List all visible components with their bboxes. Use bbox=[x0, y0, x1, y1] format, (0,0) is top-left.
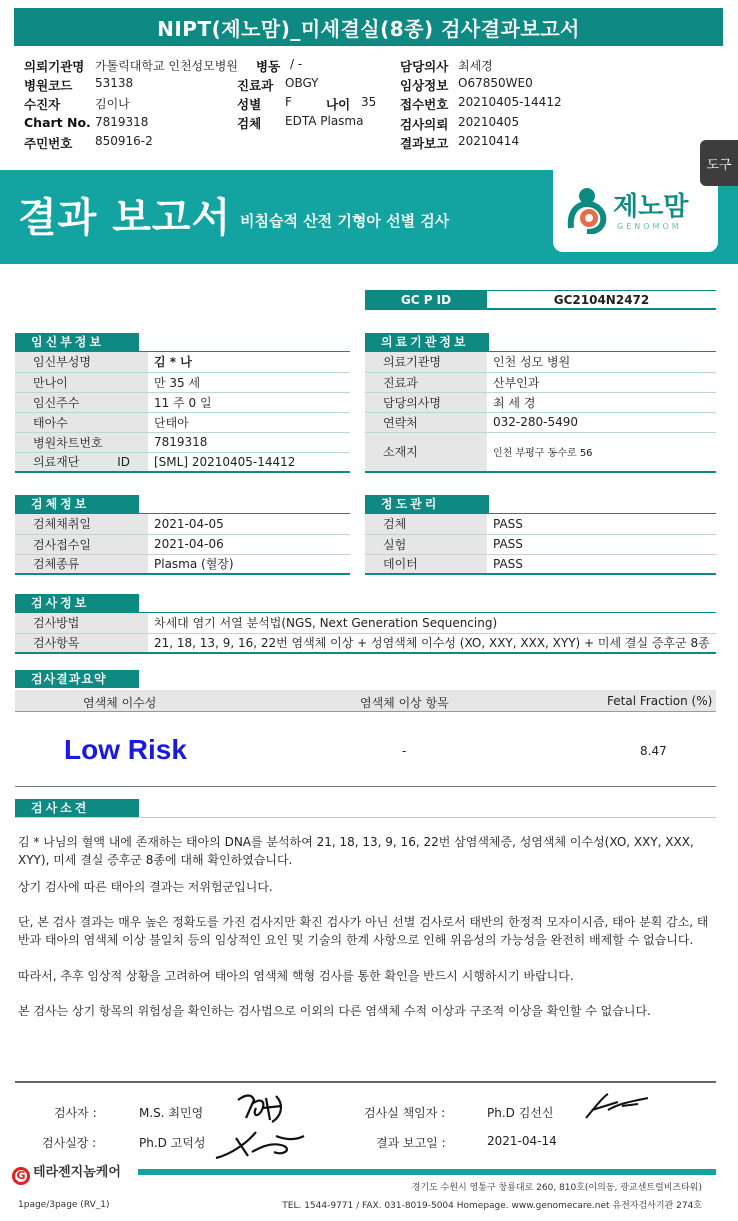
genomom-logo-icon bbox=[565, 184, 609, 234]
genomom-logo bbox=[553, 170, 718, 252]
table-row bbox=[15, 534, 350, 554]
institution-table bbox=[365, 352, 716, 473]
result-abnormal: - bbox=[402, 744, 407, 758]
row-key: 검사방법 bbox=[15, 613, 148, 633]
row-key: 연락처 bbox=[365, 412, 487, 432]
row-key: 진료과 bbox=[365, 372, 487, 392]
table-row bbox=[365, 554, 716, 574]
lab-responsible-label: 검사실 책임자 : bbox=[364, 1106, 446, 1120]
summary-header bbox=[15, 690, 716, 712]
section-qc: 정도관리 bbox=[365, 495, 489, 513]
row-value: 인천 성모 병원 bbox=[487, 352, 716, 372]
clinical-value: O67850WE0 bbox=[458, 76, 533, 90]
row-value: 11 주 0 일 bbox=[148, 392, 350, 412]
patient-value: 김이나 bbox=[95, 97, 130, 111]
age-value: 35 bbox=[361, 95, 377, 109]
row-key: 임신주수 bbox=[15, 392, 148, 412]
gcpid-label: GC P ID bbox=[365, 290, 487, 310]
opinion-paragraph-1: 김 * 나님의 혈액 내에 존재하는 태아의 DNA를 분석하여 21, 18, 13, 9, 16, 22번 삼염색체증, 성염색체 이수성(XO, XXY, XXX, XYY), 미세 결실 증후군 8종에 대해 확인하였습니다. bbox=[18, 835, 694, 867]
report-value: 20210414 bbox=[458, 134, 520, 148]
report-title: NIPT(제노맘)_미세결실(8종) 검사결과보고서 bbox=[14, 8, 723, 46]
summary-col-abnormal: 염색체 이상 항목 bbox=[360, 696, 449, 710]
section-summary: 검사결과요약 bbox=[15, 670, 139, 688]
chart-label: Chart No. bbox=[24, 115, 91, 130]
specimen-label: 검체 bbox=[237, 116, 262, 131]
specimen-table bbox=[15, 514, 350, 575]
row-key: 실험 bbox=[365, 534, 487, 554]
section-specimen: 검체정보 bbox=[15, 495, 139, 513]
reception-label: 접수번호 bbox=[400, 97, 449, 112]
row-value: 김 * 나 bbox=[148, 352, 350, 372]
opinion-paragraph-4: 따라서, 추후 임상적 상황을 고려하여 태아의 염색체 핵형 검사를 통한 확인을 반드시 시행하시기 바랍니다. bbox=[18, 969, 574, 983]
company-address: 경기도 수원시 영통구 창룡대로 260, 810호(이의동, 광교센트럴비즈타워) bbox=[411, 1183, 702, 1193]
company-logo bbox=[12, 1161, 121, 1185]
age-label: 나이 bbox=[326, 97, 351, 112]
row-value: 인천 부평구 동수로 56 bbox=[487, 432, 716, 472]
section-line bbox=[15, 817, 716, 818]
row-key: 의료기관명 bbox=[365, 352, 487, 372]
dept-value: OBGY bbox=[285, 76, 319, 90]
table-row bbox=[365, 372, 716, 392]
row-value: [SML] 20210405-14412 bbox=[148, 452, 350, 472]
row-value: Plasma (혈장) bbox=[148, 554, 350, 574]
lab-responsible-signature bbox=[578, 1088, 658, 1128]
banner-subtitle: 비침습적 산전 기형아 선별 검사 bbox=[240, 212, 450, 230]
top-area bbox=[0, 0, 738, 50]
row-value: PASS bbox=[487, 514, 716, 534]
table-row bbox=[15, 352, 350, 372]
section-test: 검사정보 bbox=[15, 594, 139, 612]
table-row bbox=[365, 514, 716, 534]
page-indicator: 1page/3page (RV_1) bbox=[18, 1200, 110, 1210]
report-label: 결과보고 bbox=[400, 136, 449, 151]
request-value: 20210405 bbox=[458, 115, 520, 129]
row-value: 21, 18, 13, 9, 16, 22번 염색체 이상 + 성염색체 이수성 (XO, XXY, XXX, XYY) + 미세 결실 증후군 8종 bbox=[148, 633, 716, 653]
patient-label: 수진자 bbox=[24, 97, 61, 112]
row-value: 7819318 bbox=[148, 432, 350, 452]
doctor-label: 담당의사 bbox=[400, 59, 449, 74]
tool-tab-button[interactable]: 도구 bbox=[700, 140, 738, 186]
section-pregnant: 임신부정보 bbox=[15, 333, 139, 351]
summary-bottom-line bbox=[15, 786, 716, 787]
table-row bbox=[365, 412, 716, 432]
row-value: 단태아 bbox=[148, 412, 350, 432]
row-key: 검체채취일 bbox=[15, 514, 148, 534]
table-row bbox=[365, 352, 716, 372]
row-value: 2021-04-06 bbox=[148, 534, 350, 554]
ward-label: 병동 bbox=[256, 59, 281, 74]
clinical-label: 임상정보 bbox=[400, 78, 449, 93]
row-key: 소재지 bbox=[365, 432, 487, 472]
table-row bbox=[15, 554, 350, 574]
lab-head-label: 검사실장 : bbox=[42, 1136, 97, 1150]
brand-name-en: GENOMOM bbox=[617, 222, 682, 231]
row-key: 데이터 bbox=[365, 554, 487, 574]
row-value: 032-280-5490 bbox=[487, 412, 716, 432]
company-name: 테라젠지놈케어 bbox=[33, 1165, 121, 1180]
table-row bbox=[15, 412, 350, 432]
report-banner bbox=[0, 170, 738, 264]
sex-label: 성별 bbox=[237, 97, 262, 112]
chart-value: 7819318 bbox=[95, 115, 149, 129]
company-contact: TEL. 1544-9771 / FAX. 031-8019-5004 Homepage. www.genomecare.net 유전자검사기관 274호 bbox=[282, 1201, 702, 1211]
footer-line bbox=[15, 1081, 716, 1083]
brand-name: 제노맘 bbox=[613, 192, 689, 222]
table-row bbox=[365, 392, 716, 412]
test-table bbox=[15, 613, 716, 654]
dept-label: 진료과 bbox=[237, 78, 274, 93]
table-row bbox=[15, 452, 350, 472]
table-row bbox=[365, 432, 716, 472]
row-key: 담당의사명 bbox=[365, 392, 487, 412]
row-value: 만 35 세 bbox=[148, 372, 350, 392]
patient-header bbox=[0, 50, 738, 170]
table-row bbox=[15, 392, 350, 412]
row-key: 태아수 bbox=[15, 412, 148, 432]
sex-value: F bbox=[285, 95, 292, 109]
code-value: 53138 bbox=[95, 76, 134, 90]
row-key: 검체종류 bbox=[15, 554, 148, 574]
summary-col-aneuploidy: 염색체 이수성 bbox=[83, 696, 157, 710]
qc-table bbox=[365, 514, 716, 575]
row-value: 산부인과 bbox=[487, 372, 716, 392]
lab-head-signature bbox=[212, 1124, 308, 1168]
inst-label: 의뢰기관명 bbox=[24, 59, 85, 74]
rrn-label: 주민번호 bbox=[24, 136, 73, 151]
tester-label: 검사자 : bbox=[54, 1106, 97, 1120]
request-label: 검사의뢰 bbox=[400, 117, 449, 132]
footer-strip bbox=[138, 1169, 716, 1175]
opinion-paragraph-2: 상기 검사에 따른 태아의 결과는 저위험군입니다. bbox=[18, 880, 273, 894]
rrn-value: 850916-2 bbox=[95, 134, 153, 148]
opinion-paragraph-3: 단, 본 검사 결과는 매우 높은 정확도를 가진 검사지만 확진 검사가 아닌 선별 검사로서 태반의 한정적 모자이시즘, 태아 분획 감소, 태반과 태아의 염색체 이상 불일치 등의 임상적인 요인 및 기술의 한계 사항으로 인해 위음성의 가능성을 완전히 배제할 수 없습니다. bbox=[18, 915, 709, 947]
doctor-value: 최세경 bbox=[458, 59, 493, 73]
row-key: 검사접수일 bbox=[15, 534, 148, 554]
row-key: 만나이 bbox=[15, 372, 148, 392]
row-value: 차세대 염기 서열 분석법(NGS, Next Generation Sequencing) bbox=[148, 613, 716, 633]
specimen-value: EDTA Plasma bbox=[285, 114, 364, 128]
section-opinion: 검사소견 bbox=[15, 799, 139, 817]
row-key: 의료재단 ID bbox=[15, 452, 148, 472]
summary-col-ff: Fetal Fraction (%) bbox=[607, 694, 713, 708]
section-institution: 의료기관정보 bbox=[365, 333, 489, 351]
lab-head-value: Ph.D 고덕성 bbox=[139, 1136, 206, 1150]
result-low-risk: Low Risk bbox=[64, 734, 187, 765]
tester-value: M.S. 최민영 bbox=[139, 1106, 204, 1120]
gcpid-box bbox=[365, 290, 716, 310]
table-row bbox=[15, 372, 350, 392]
row-key: 병원차트번호 bbox=[15, 432, 148, 452]
banner-title: 결과 보고서 bbox=[18, 195, 232, 241]
table-row bbox=[15, 613, 716, 633]
table-row bbox=[15, 514, 350, 534]
row-value: 2021-04-05 bbox=[148, 514, 350, 534]
lab-responsible-value: Ph.D 김선신 bbox=[487, 1106, 554, 1120]
company-logo-icon: G bbox=[12, 1167, 30, 1185]
opinion-paragraph-5: 본 검사는 상기 항목의 위험성을 확인하는 검사법으로 이외의 다른 염색체 수적 이상과 구조적 이상을 확인할 수 없습니다. bbox=[18, 1004, 651, 1018]
row-value: 최 세 경 bbox=[487, 392, 716, 412]
table-row bbox=[15, 432, 350, 452]
inst-value: 가톨릭대학교 인천성모병원 bbox=[95, 59, 238, 73]
report-date-label: 결과 보고일 : bbox=[376, 1136, 446, 1150]
row-value: PASS bbox=[487, 534, 716, 554]
ward-value: / - bbox=[290, 57, 303, 71]
table-row bbox=[15, 633, 716, 653]
row-key: 검체 bbox=[365, 514, 487, 534]
row-key: 임신부성명 bbox=[15, 352, 148, 372]
report-date-value: 2021-04-14 bbox=[487, 1134, 557, 1148]
code-label: 병원코드 bbox=[24, 78, 73, 93]
gcpid-value: GC2104N2472 bbox=[487, 290, 716, 310]
row-key: 검사항목 bbox=[15, 633, 148, 653]
table-row bbox=[365, 534, 716, 554]
pregnant-table bbox=[15, 352, 350, 473]
reception-value: 20210405-14412 bbox=[458, 95, 562, 109]
row-value: PASS bbox=[487, 554, 716, 574]
result-fetal-fraction: 8.47 bbox=[640, 744, 667, 758]
